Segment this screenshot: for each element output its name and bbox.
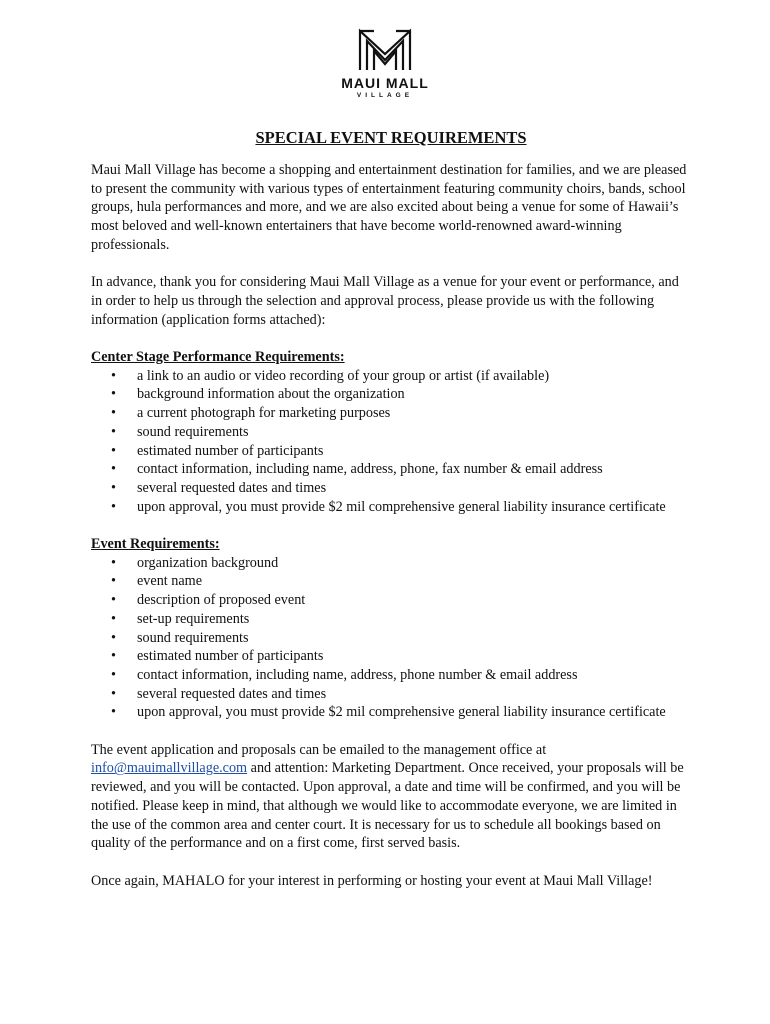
list-item: • a link to an audio or video recording of your group or artist (if available) [137, 367, 691, 386]
maui-mall-logo [0, 28, 770, 99]
center-stage-heading: Center Stage Performance Requirements: [91, 349, 345, 365]
intro-paragraph-1: Maui Mall Village has become a shopping and entertainment destination for families, and we are pleased to present the community with various types of entertainment featuring community choirs, bands, school groups, hula performances and more, and we are also excited about being a venue for some of Hawaii’s most beloved and well-known entertainers that have become world-renowned award-winning professionals. [91, 162, 687, 253]
list-item: • upon approval, you must provide $2 mil comprehensive general liability insurance certificate [137, 703, 691, 722]
list-item: • description of proposed event [137, 591, 691, 610]
event-requirements-list [91, 554, 691, 722]
list-item: • a current photograph for marketing purposes [137, 404, 691, 423]
maui-mall-m-logo-icon [357, 28, 413, 72]
closing-text-start: The event application and proposals can be emailed to the management office at [91, 741, 547, 758]
list-item: • set-up requirements [137, 610, 691, 629]
list-item: • contact information, including name, address, phone, fax number & email address [137, 460, 691, 479]
document-body [91, 127, 691, 890]
closing-text-end: and attention: Marketing Department. Once received, your proposals will be reviewed, and you will be contacted. Upon approval, a date and time will be confirmed, and you will be notified. Please keep in mind, that although we would like to accommodate everyone, we are limited in the use of the common area and center court. It is necessary for us to schedule all bookings based on quality of the performance and on a first come, first served basis. [91, 760, 684, 852]
list-item: • sound requirements [137, 629, 691, 648]
list-item: • estimated number of participants [137, 647, 691, 666]
list-item: • estimated number of participants [137, 442, 691, 461]
list-item: • contact information, including name, address, phone number & email address [137, 666, 691, 685]
logo-name: MAUI MALL [341, 75, 429, 91]
list-item: • several requested dates and times [137, 685, 691, 704]
list-item: • several requested dates and times [137, 479, 691, 498]
email-link[interactable]: info@mauimallvillage.com [91, 760, 248, 777]
closing-paragraph-1 [91, 741, 691, 853]
center-stage-list [91, 367, 691, 517]
closing-paragraph-2: Once again, MAHALO for your interest in performing or hosting your event at Maui Mall Village! [91, 872, 653, 889]
logo-subtitle: VILLAGE [356, 92, 414, 99]
list-item: • background information about the organization [137, 385, 691, 404]
list-item: • event name [137, 572, 691, 591]
intro-paragraph-2: In advance, thank you for considering Maui Mall Village as a venue for your event or performance, and in order to help us through the selection and approval process, please provide us with the following information (application forms attached): [91, 274, 679, 328]
list-item: • upon approval, you must provide $2 mil comprehensive general liability insurance certificate [137, 498, 691, 517]
page-title: SPECIAL EVENT REQUIREMENTS [255, 128, 527, 147]
event-requirements-heading: Event Requirements: [91, 536, 220, 553]
list-item: • organization background [137, 554, 691, 573]
list-item: • sound requirements [137, 423, 691, 442]
